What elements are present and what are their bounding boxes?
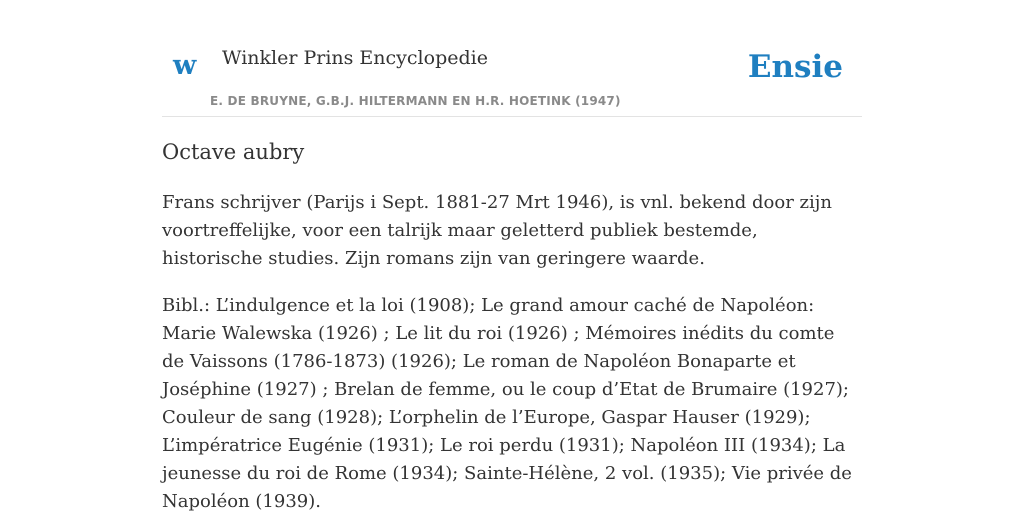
entry-title: Octave aubry bbox=[162, 140, 305, 164]
entry-paragraph: Frans schrijver (Parijs i Sept. 1881-27 Mrt 1946), is vnl. bekend door zijn voortreffelijke, voor een talrijk maar geletterd publiek bestemde, historische studies. Zijn romans zijn van geringere waarde. bbox=[162, 192, 832, 270]
header bbox=[162, 0, 862, 117]
bibliography-paragraph: Bibl.: L’indulgence et la loi (1908); Le grand amour caché de Napoléon: Marie Walewska (1926) ; Le lit du roi (1926) ; Mémoires inédits du comte de Vaissons (1786-1873) (1926); Le roman de Napoléon Bonaparte et Joséphine (1927) ; Brelan de femme, ou le coup d’Etat de Brumaire (1927); Couleur de sang (1928); L’orphelin de l’Europe, Gaspar Hauser (1929); L’impératrice Eugénie (1931); Le roi perdu (1931); Napoléon III (1934); La jeunesse du roi de Rome (1934); Sainte-Hélène, 2 vol. (1935); Vie privée de Napoléon (1939). bbox=[162, 295, 852, 512]
authors-line: E. DE BRUYNE, G.B.J. HILTERMANN EN H.R. HOETINK (1947) bbox=[210, 94, 621, 108]
encyclopedia-title[interactable]: Winkler Prins Encyclopedie bbox=[222, 47, 488, 69]
article bbox=[162, 139, 862, 512]
ensie-logo[interactable]: Ensie bbox=[747, 49, 843, 85]
winkler-prins-logo[interactable]: w bbox=[173, 50, 197, 81]
